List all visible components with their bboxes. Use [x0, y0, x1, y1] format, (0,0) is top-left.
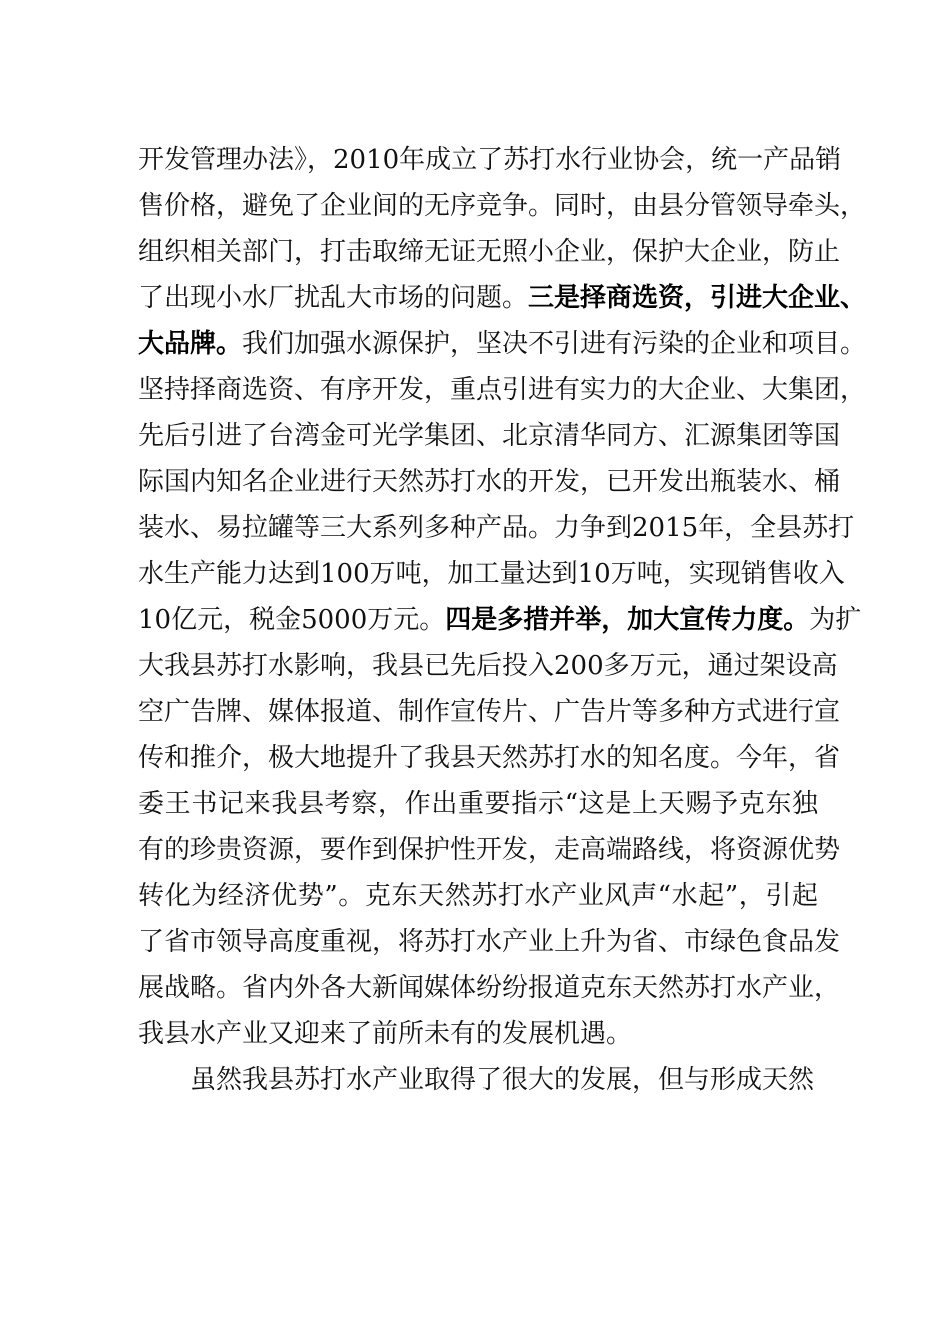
text-span: 10亿元，税金5000万元。 — [138, 605, 446, 635]
text-span: 展战略。省内外各大新闻媒体纷纷报道克东天然苏打水产业， — [138, 973, 841, 1003]
text-span: 虽然我县苏打水产业取得了很大的发展，但与形成天然 — [190, 1065, 815, 1095]
text-span: 委王书记来我县考察，作出重要指示“这是上天赐予克东独 — [138, 789, 818, 819]
text-span: 转化为经济优势”。克东天然苏打水产业风声“水起”，引起 — [138, 881, 818, 911]
text-line — [138, 137, 842, 183]
text-line — [138, 827, 841, 873]
text-line — [138, 689, 841, 735]
text-span: 大我县苏打水影响，我县已先后投入200多万元，通过架设高 — [138, 651, 838, 681]
text-span: 了省市领导高度重视，将苏打水产业上升为省、市绿色食品发 — [138, 927, 841, 957]
text-span: 售价格，避免了企业间的无序竞争。同时，由县分管领导牵头， — [138, 191, 867, 221]
text-line — [138, 183, 867, 229]
text-line — [138, 965, 841, 1011]
text-span: 空广告牌、媒体报道、制作宣传片、广告片等多种方式进行宣 — [138, 697, 841, 727]
text-line — [138, 321, 867, 367]
text-line — [138, 735, 841, 781]
text-span: 坚持择商选资、有序开发，重点引进有实力的大企业、大集团， — [138, 375, 867, 405]
text-line — [138, 873, 818, 919]
text-line — [138, 459, 841, 505]
text-span: 水生产能力达到100万吨，加工量达到10万吨，实现销售收入 — [138, 559, 845, 589]
text-span: 开发管理办法》，2010年成立了苏打水行业协会，统一产品销 — [138, 145, 842, 175]
text-line — [138, 551, 845, 597]
paragraph-end-line — [138, 1011, 818, 1057]
text-line — [138, 275, 867, 321]
text-line — [138, 643, 838, 689]
text-span: 为扩 — [809, 605, 862, 635]
text-line — [138, 367, 867, 413]
text-span: 传和推介，极大地提升了我县天然苏打水的知名度。今年，省 — [138, 743, 841, 773]
text-span: 际国内知名企业进行天然苏打水的开发，已开发出瓶装水、桶 — [138, 467, 841, 497]
paragraph-start-line — [138, 1057, 818, 1103]
bold-heading: 四是多措并举，加大宣传力度。 — [445, 605, 810, 635]
bold-heading: 大品牌。 — [138, 329, 243, 359]
text-span: 了出现小水厂扰乱大市场的问题。 — [138, 283, 529, 313]
text-span: 我们加强水源保护，坚决不引进有污染的企业和项目。 — [242, 329, 867, 359]
text-span: 组织相关部门，打击取缔无证无照小企业，保护大企业，防止 — [138, 237, 841, 267]
text-line — [138, 413, 841, 459]
text-span: 装水、易拉罐等三大系列多种产品。力争到2015年，全县苏打 — [138, 513, 855, 543]
text-span: 有的珍贵资源，要作到保护性开发，走高端路线，将资源优势 — [138, 835, 841, 865]
bold-heading: 三是择商选资，引进大企业、 — [528, 283, 867, 313]
text-line — [138, 597, 862, 643]
text-line — [138, 229, 841, 275]
text-line — [138, 919, 841, 965]
text-span: 我县水产业又迎来了前所未有的发展机遇。 — [138, 1019, 633, 1049]
text-span: 先后引进了台湾金可光学集团、北京清华同方、汇源集团等国 — [138, 421, 841, 451]
text-line — [138, 505, 855, 551]
text-line — [138, 781, 818, 827]
